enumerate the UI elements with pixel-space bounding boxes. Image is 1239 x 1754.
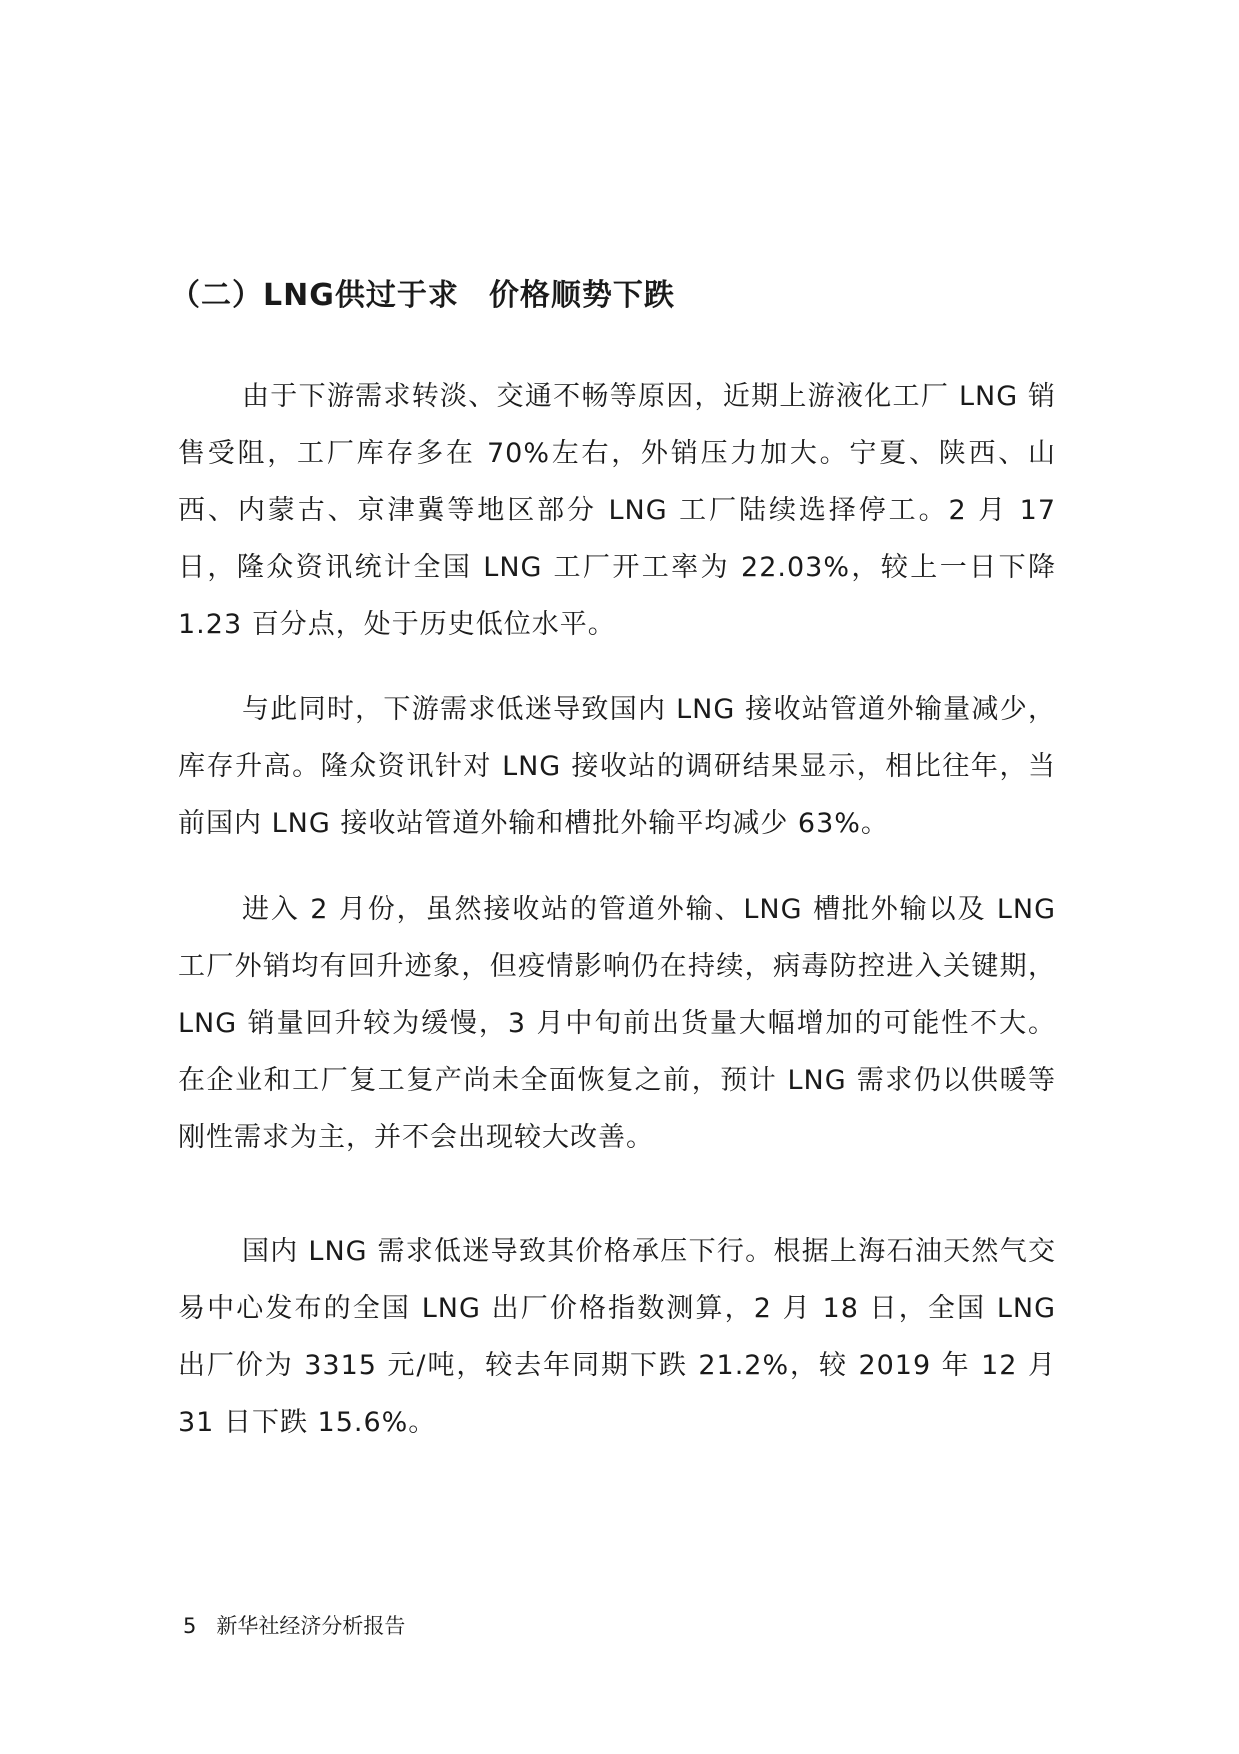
section-heading [170,276,1070,316]
paragraph-price: 国内 LNG 需求低迷导致其价格承压下行。根据上海石油天然气交易中心发布的全国 LNG 出厂价格指数测算，2 月 18 日，全国 LNG 出厂价为 3315 元/吨，较去年同期下跌 21.2%，较 2019 年 12 月 31 日下跌 15.6%。 [178,1236,1056,1438]
section-heading-subtitle: 价格顺势下跌 [488,278,675,313]
paragraph-supply-overview: 由于下游需求转淡、交通不畅等原因，近期上游液化工厂 LNG 销售受阻，工厂库存多在 70%左右，外销压力加大。宁夏、陕西、山西、内蒙古、京津冀等地区部分 LNG 工厂陆续选择停工。2 月 17 日，隆众资讯统计全国 LNG 工厂开工率为 22.03%，较上一日下降 1.23 百分点，处于历史低位水平。 [178,381,1056,640]
paragraph-outlook: 进入 2 月份，虽然接收站的管道外输、LNG 槽批外输以及 LNG 工厂外销均有回升迹象，但疫情影响仍在持续，病毒防控进入关键期，LNG 销量回升较为缓慢，3 月中旬前出货量大幅增加的可能性不大。在企业和工厂复工复产尚未全面恢复之前，预计 LNG 需求仍以供暖等刚性需求为主，并不会出现较大改善。 [178,894,1056,1153]
section-heading-title: （二）LNG供过于求 [170,278,459,313]
paragraph-receiving-stations: 与此同时，下游需求低迷导致国内 LNG 接收站管道外输量减少，库存升高。隆众资讯针对 LNG 接收站的调研结果显示，相比往年，当前国内 LNG 接收站管道外输和槽批外输平均减少 63%。 [178,694,1056,839]
publication-name: 新华社经济分析报告 [216,1614,406,1638]
page-number: 5 [183,1614,197,1638]
page-footer [183,1612,405,1640]
